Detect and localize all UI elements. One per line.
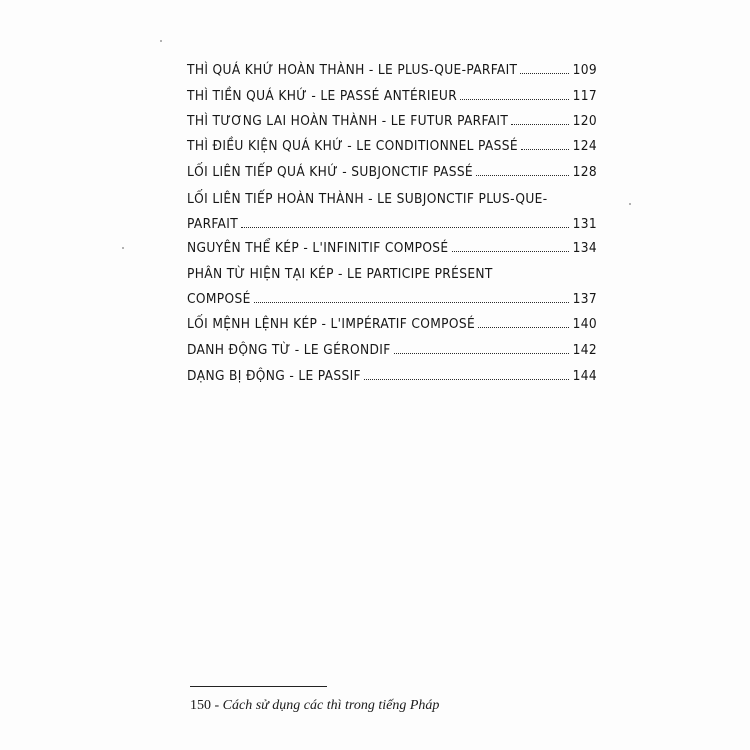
toc-entry-title-continued: PARFAIT: [187, 216, 239, 232]
dot-leader: [521, 148, 569, 150]
toc-entry: [187, 265, 597, 308]
toc-entry-title: THÌ ĐIỀU KIỆN QUÁ KHỨ - LE CONDITIONNEL PASSÉ: [187, 138, 518, 154]
dot-leader: [364, 378, 569, 380]
toc-entry-title: LỐI LIÊN TIẾP QUÁ KHỨ - SUBJONCTIF PASSÉ: [187, 164, 474, 180]
toc-entry-title: LỐI LIÊN TIẾP HOÀN THÀNH - LE SUBJONCTIF PLUS-QUE-: [187, 191, 548, 207]
toc-entry-title: THÌ TƯƠNG LAI HOÀN THÀNH - LE FUTUR PARFAIT: [187, 113, 509, 129]
toc-entry: [187, 341, 597, 359]
toc-entry: [187, 367, 597, 385]
toc-entry: [187, 137, 597, 155]
toc-entry-page: 109: [572, 62, 597, 78]
toc-entry: [187, 163, 597, 181]
dot-leader: [511, 123, 568, 125]
toc-entry-title: NGUYÊN THỂ KÉP - L'INFINITIF COMPOSÉ: [187, 240, 449, 256]
toc-entry-page: 128: [572, 164, 597, 180]
toc-entry-page: 120: [572, 113, 597, 129]
toc-entry-title: LỐI MỆNH LỆNH KÉP - L'IMPÉRATIF COMPOSÉ: [187, 316, 476, 332]
dot-leader: [394, 352, 569, 354]
toc-entry-title-continued: COMPOSÉ: [187, 291, 251, 307]
print-speck: [629, 203, 631, 205]
toc-entry-title: THÌ QUÁ KHỨ HOÀN THÀNH - LE PLUS-QUE-PARFAIT: [187, 62, 518, 78]
toc-entry-title: DANH ĐỘNG TỪ - LE GÉRONDIF: [187, 342, 391, 358]
dot-leader: [452, 250, 569, 252]
toc-entry-page: 140: [572, 316, 597, 332]
toc-entry-page: 131: [572, 216, 597, 232]
footer-rule: [190, 686, 327, 687]
dot-leader: [478, 326, 569, 328]
dot-leader: [254, 301, 569, 303]
toc-entry-title: THÌ TIỀN QUÁ KHỨ - LE PASSÉ ANTÉRIEUR: [187, 88, 458, 104]
toc-entry: [187, 87, 597, 105]
toc-entry: [187, 61, 597, 79]
toc-entry: [187, 315, 597, 333]
dot-leader: [476, 174, 569, 176]
page-number: 150: [190, 698, 211, 713]
toc-entry-page: 137: [572, 291, 597, 307]
footer-separator: -: [211, 698, 223, 713]
toc-entry-page: 142: [572, 342, 597, 358]
toc-entry-page: 124: [572, 138, 597, 154]
print-speck: [160, 40, 162, 42]
toc-entry-title: DẠNG BỊ ĐỘNG - LE PASSIF: [187, 368, 361, 384]
dot-leader: [460, 98, 569, 100]
dot-leader: [520, 72, 568, 74]
toc-entry: [187, 112, 597, 130]
toc-entry: [187, 239, 597, 257]
toc-entry-page: 144: [572, 368, 597, 384]
toc-entry-title: PHÂN TỪ HIỆN TẠI KÉP - LE PARTICIPE PRÉSENT: [187, 266, 493, 282]
print-speck: [122, 247, 124, 249]
book-title: Cách sử dụng các thì trong tiếng Pháp: [222, 698, 440, 713]
footer-text: [190, 698, 439, 714]
toc-entry: [187, 190, 597, 233]
toc-entry-page: 117: [572, 88, 597, 104]
dot-leader: [241, 226, 569, 228]
toc-entry-page: 134: [572, 240, 597, 256]
